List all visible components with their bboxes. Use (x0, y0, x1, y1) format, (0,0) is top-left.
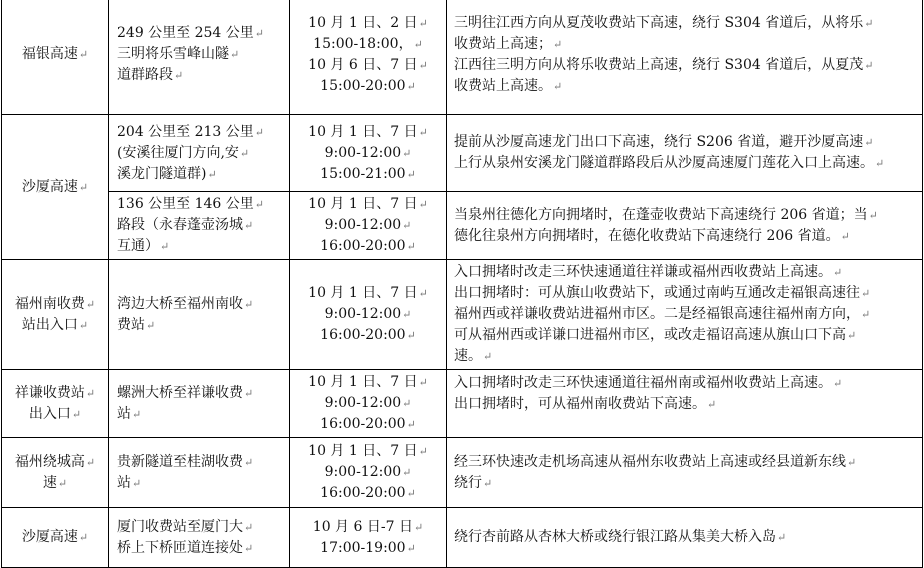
detour-cell (447, 260, 923, 370)
detour-cell (447, 192, 923, 260)
paragraph-mark-icon: ↵ (78, 180, 89, 194)
paragraph-mark-icon: ↵ (244, 386, 254, 400)
paragraph-mark-icon: ↵ (78, 48, 89, 61)
paragraph-mark-icon: ↵ (406, 418, 416, 431)
road-name: 站出入口↵ (21, 316, 89, 333)
time-cell (290, 260, 447, 370)
paragraph-mark-icon: ↵ (418, 376, 428, 389)
road-cell (2, 115, 109, 260)
time-cell (290, 0, 447, 115)
section-text: 互通）↵ (117, 238, 170, 254)
detour-text: 德化往泉州方向拥堵时，在德化收费站下高速绕行 206 省道。↵ (454, 227, 850, 244)
section-cell (109, 370, 290, 438)
paragraph-mark-icon: ↵ (777, 531, 787, 544)
paragraph-mark-icon: ↵ (207, 167, 217, 181)
detour-text: 速。↵ (454, 348, 493, 364)
time-text: 10 月 1 日、2 日↵ (308, 14, 428, 31)
paragraph-mark-icon: ↵ (847, 329, 857, 342)
table-row (2, 0, 923, 115)
paragraph-mark-icon: ↵ (402, 397, 412, 410)
detour-text: 江西往三明方向从将乐收费站上高速，绕行 S304 省道后，从夏茂↵ (454, 56, 874, 73)
paragraph-mark-icon: ↵ (418, 125, 428, 139)
section-cell (109, 115, 290, 192)
road-name: 沙厦高速↵ (21, 529, 89, 545)
paragraph-mark-icon: ↵ (402, 466, 412, 479)
time-text: 17:00-19:00↵ (320, 539, 416, 556)
paragraph-mark-icon: ↵ (406, 541, 416, 555)
detour-text: 当泉州往德化方向拥堵时，在蓬壶收费站下高速绕行 206 省道；当↵ (454, 206, 878, 223)
detour-text: 收费站上高速；↵ (454, 35, 563, 52)
time-text: 15:00-18:00，↵ (313, 35, 423, 52)
paragraph-mark-icon: ↵ (864, 58, 874, 72)
paragraph-mark-icon: ↵ (406, 487, 416, 500)
time-text: 10 月 6 日-7 日↵ (312, 518, 424, 535)
section-text: 桥上下桥匝道连接处↵ (117, 539, 254, 556)
table-row (2, 438, 923, 508)
section-text: 湾边大桥至福州南收↵ (117, 295, 254, 312)
detour-text: 上行从泉州安溪龙门隧道群路段后从沙厦高速厦门莲花入口上高速。↵ (454, 155, 885, 171)
paragraph-mark-icon: ↵ (418, 198, 428, 211)
paragraph-mark-icon: ↵ (413, 520, 424, 534)
paragraph-mark-icon: ↵ (833, 266, 843, 279)
paragraph-mark-icon: ↵ (833, 376, 843, 390)
section-text: 贵新隧道至桂湖收费↵ (117, 453, 254, 470)
road-cell (2, 260, 109, 370)
paragraph-mark-icon: ↵ (244, 541, 254, 555)
paragraph-mark-icon: ↵ (483, 476, 493, 490)
paragraph-mark-icon: ↵ (861, 308, 871, 321)
time-text: 9:00-12:00↵ (324, 144, 412, 161)
paragraph-mark-icon: ↵ (254, 27, 265, 40)
time-text: 10 月 1 日、7 日↵ (308, 374, 428, 390)
paragraph-mark-icon: ↵ (254, 125, 265, 139)
road-cell (2, 370, 109, 438)
paragraph-mark-icon: ↵ (71, 407, 82, 421)
time-text: 16:00-20:00↵ (320, 485, 416, 501)
section-text: 站↵ (117, 474, 142, 491)
paragraph-mark-icon: ↵ (78, 531, 89, 544)
table-row (2, 192, 923, 260)
detour-text: 提前从沙厦高速龙门出口下高速，绕行 S206 省道，避开沙厦高速↵ (454, 134, 874, 150)
detour-text: 收费站上高速。↵ (454, 77, 563, 94)
empty-line (454, 415, 918, 435)
paragraph-mark-icon: ↵ (406, 329, 416, 342)
time-text: 10 月 1 日、7 日↵ (308, 123, 428, 140)
paragraph-mark-icon: ↵ (402, 146, 412, 160)
detour-text: 入口拥堵时改走三环快速通道往福州南或福州收费站上高速。↵ (454, 374, 843, 391)
paragraph-mark-icon: ↵ (864, 16, 874, 30)
time-text: 10 月 1 日、7 日↵ (308, 196, 428, 212)
section-text: 136 公里至 146 公里↵ (117, 196, 265, 212)
road-name: 沙厦高速↵ (21, 178, 89, 195)
time-text: 15:00-21:00↵ (320, 165, 416, 182)
time-cell (290, 438, 447, 508)
section-text: 费站↵ (117, 316, 156, 333)
paragraph-mark-icon: ↵ (132, 407, 142, 421)
paragraph-mark-icon: ↵ (244, 455, 254, 469)
section-text: 路段（永春蓬壶汤城↵ (117, 217, 254, 233)
detour-text: 绕行↵ (454, 474, 493, 491)
time-text: 9:00-12:00↵ (324, 306, 412, 322)
paragraph-mark-icon: ↵ (406, 240, 416, 253)
section-cell (109, 0, 290, 115)
detour-cell (447, 0, 923, 115)
section-text: 249 公里至 254 公里↵ (117, 25, 265, 41)
paragraph-mark-icon: ↵ (146, 318, 156, 332)
paragraph-mark-icon: ↵ (406, 167, 416, 181)
paragraph-mark-icon: ↵ (553, 37, 563, 51)
detour-text: 可从福州西或详谦口进福州市区，或改走福诏高速从旗山口下高↵ (454, 327, 857, 343)
section-text: 三明将乐雪峰山隧↵ (117, 46, 240, 62)
paragraph-mark-icon: ↵ (402, 308, 412, 321)
paragraph-mark-icon: ↵ (868, 208, 878, 222)
paragraph-mark-icon: ↵ (861, 287, 871, 300)
paragraph-mark-icon: ↵ (239, 146, 250, 160)
road-name: 祥谦收费站↵ (14, 384, 96, 401)
road-name: 福州南收费↵ (14, 295, 96, 312)
paragraph-mark-icon: ↵ (78, 318, 89, 332)
road-cell (2, 0, 109, 115)
section-cell (109, 438, 290, 508)
section-cell (109, 192, 290, 260)
section-text: 溪龙门隧道群)↵ (117, 165, 217, 182)
road-name: 出入口↵ (28, 405, 82, 422)
paragraph-mark-icon: ↵ (847, 455, 857, 469)
time-text: 9:00-12:00↵ (324, 395, 412, 411)
time-text: 10 月 1 日、7 日↵ (308, 443, 428, 459)
time-cell (290, 370, 447, 438)
paragraph-mark-icon: ↵ (553, 79, 563, 93)
time-text: 10 月 6 日、7 日↵ (308, 56, 428, 73)
paragraph-mark-icon: ↵ (483, 350, 493, 363)
detour-text: 经三环快速改走机场高速从福州东收费站上高速或经县道新东线↵ (454, 453, 857, 470)
table-row (2, 260, 923, 370)
section-text: 站↵ (117, 405, 142, 422)
detour-text: 绕行杏前路从杏林大桥或绕行银江路从集美大桥入岛↵ (454, 529, 787, 545)
detour-text: 出口拥堵时，可从福州南收费站下高速。↵ (454, 395, 717, 412)
time-text: 10 月 1 日、7 日↵ (308, 285, 428, 301)
detour-text: 三明往江西方向从夏茂收费站下高速，绕行 S304 省道后，从将乐↵ (454, 14, 874, 31)
detour-cell (447, 438, 923, 508)
paragraph-mark-icon: ↵ (840, 229, 850, 243)
paragraph-mark-icon: ↵ (85, 297, 96, 311)
paragraph-mark-icon: ↵ (418, 445, 428, 458)
paragraph-mark-icon: ↵ (707, 397, 717, 411)
paragraph-mark-icon: ↵ (418, 287, 428, 300)
paragraph-mark-icon: ↵ (230, 48, 240, 61)
paragraph-mark-icon: ↵ (418, 16, 428, 30)
road-cell (2, 438, 109, 508)
paragraph-mark-icon: ↵ (406, 79, 416, 93)
road-name: 福州绕城高↵ (14, 453, 96, 470)
time-text: 9:00-12:00↵ (324, 464, 412, 480)
section-text: 道群路段↵ (117, 67, 184, 83)
time-text: 16:00-20:00↵ (320, 238, 416, 254)
section-text: 螺洲大桥至祥谦收费↵ (117, 384, 254, 401)
traffic-detour-table (1, 0, 923, 568)
time-text: 16:00-20:00↵ (320, 416, 416, 432)
paragraph-mark-icon: ↵ (174, 69, 184, 82)
paragraph-mark-icon: ↵ (57, 476, 68, 490)
paragraph-mark-icon: ↵ (402, 219, 412, 232)
paragraph-mark-icon: ↵ (85, 386, 96, 400)
detour-text: 出口拥堵时：可从旗山收费站下，或通过南屿互通改走福银高速往↵ (454, 285, 871, 301)
paragraph-mark-icon: ↵ (132, 476, 142, 490)
detour-text: 入口拥堵时改走三环快速通道往祥谦或福州西收费站上高速。↵ (454, 264, 843, 280)
detour-text: 福州西或祥谦收费站进福州市区。二是经福银高速往福州南方向，↵ (454, 306, 871, 322)
time-cell (290, 192, 447, 260)
detour-cell (447, 115, 923, 192)
paragraph-mark-icon: ↵ (413, 37, 423, 51)
time-text: 16:00-20:00↵ (320, 327, 416, 343)
table-row (2, 370, 923, 438)
road-name: 福银高速↵ (21, 46, 89, 62)
paragraph-mark-icon: ↵ (160, 240, 170, 253)
paragraph-mark-icon: ↵ (244, 219, 254, 232)
paragraph-mark-icon: ↵ (244, 520, 254, 534)
paragraph-mark-icon: ↵ (244, 297, 254, 311)
section-cell (109, 260, 290, 370)
paragraph-mark-icon: ↵ (418, 58, 428, 72)
time-text: 15:00-20:00↵ (320, 77, 416, 94)
road-name: 速↵ (42, 474, 68, 491)
paragraph-mark-icon: ↵ (864, 136, 874, 149)
section-text: 204 公里至 213 公里↵ (117, 123, 265, 140)
paragraph-mark-icon: ↵ (875, 157, 885, 170)
section-text: 厦门收费站至厦门大↵ (117, 518, 254, 535)
detour-cell (447, 370, 923, 438)
time-cell (290, 115, 447, 192)
section-text: (安溪往厦门方向,安↵ (117, 144, 250, 161)
paragraph-mark-icon: ↵ (85, 455, 96, 469)
time-text: 9:00-12:00↵ (324, 217, 412, 233)
table-row (2, 115, 923, 192)
paragraph-mark-icon: ↵ (254, 198, 265, 211)
